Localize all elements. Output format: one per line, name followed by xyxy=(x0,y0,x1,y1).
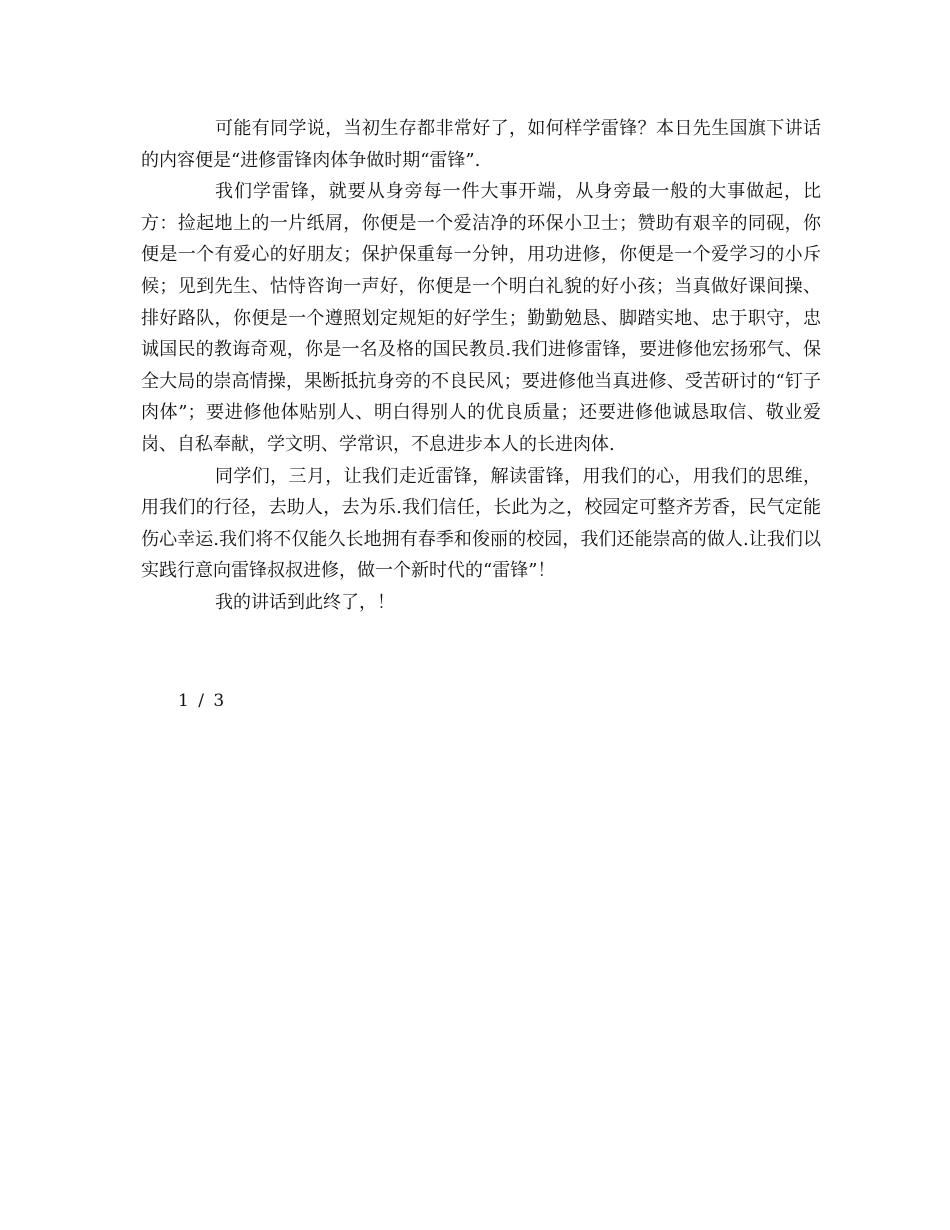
paragraph-1: 可能有同学说，当初生存都非常好了，如何样学雷锋？本日先生国旗下讲话的内容便是“进修雷锋肉体争做时期“雷锋”. xyxy=(141,118,821,171)
page-number: 1 / 3 xyxy=(178,691,227,711)
paragraph-4: 我的讲话到此终了，！ xyxy=(215,591,395,613)
body-text xyxy=(141,113,821,619)
paragraph-3: 同学们，三月，让我们走近雷锋，解读雷锋，用我们的心，用我们的思维，用我们的行径，去助人，去为乐.我们信任，长此为之，校园定可整齐芳香，民气定能伤心幸运.我们将不仅能久长地拥有春季和俊丽的校园，我们还能崇高的做人.让我们以实践行意向雷锋叔叔进修，做一个新时代的“雷锋”！ xyxy=(141,465,821,582)
paragraph-2: 我们学雷锋，就要从身旁每一件大事开端，从身旁最一般的大事做起，比方：捡起地上的一片纸屑，你便是一个爱洁净的环保小卫士；赞助有艰辛的同砚，你便是一个有爱心的好朋友；保护保重每一分钟，用功进修，你便是一个爱学习的小斥候；见到先生、怙恃咨询一声好，你便是一个明白礼貌的好小孩；当真做好课间操、排好路队，你便是一个遵照划定规矩的好学生；勤勤勉恳、脚踏实地、忠于职守，忠诚国民的教诲奇观，你是一名及格的国民教员.我们进修雷锋，要进修他宏扬邪气、保全大局的崇高情操，果断抵抗身旁的不良民风；要进修他当真进修、受苦研讨的“钉子肉体”；要进修他体贴别人、明白得别人的优良质量；还要进修他诚恳取信、敬业爱岗、自私奉献，学文明、学常识，不息进步本人的长进肉体. xyxy=(141,181,821,455)
